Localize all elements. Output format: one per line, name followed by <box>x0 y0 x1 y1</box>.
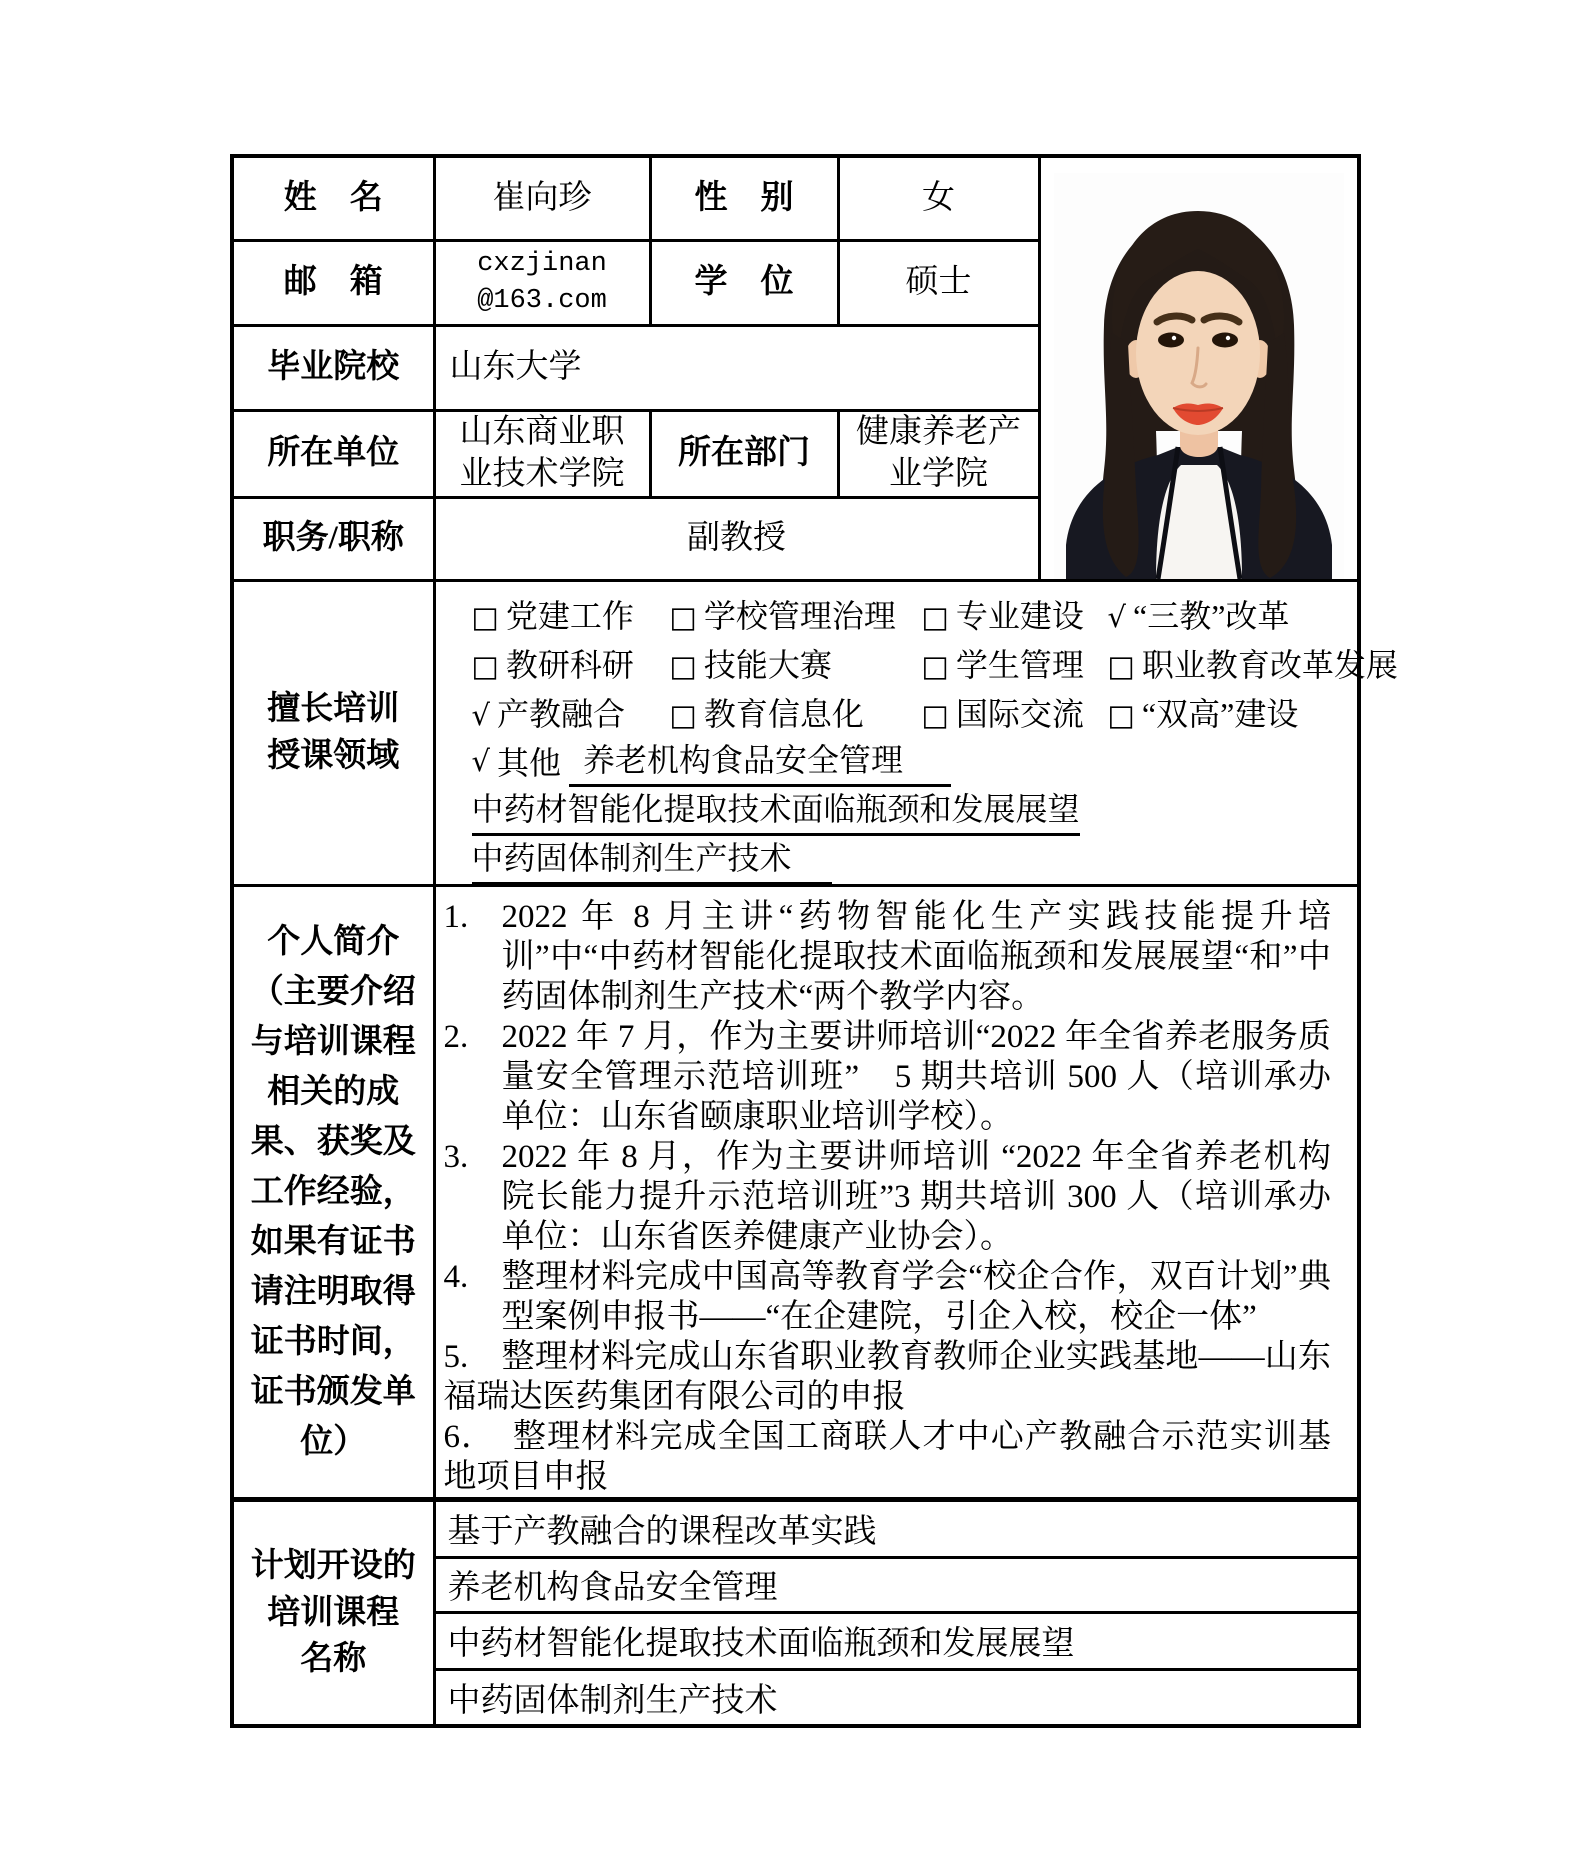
item-text: 2022 年 8 月，作为主要讲师培训 “2022 年全省养老机构院长能力提升示范培训班”3 期共培训 300 人（培训承办单位：山东省医养健康产业协会）。 <box>501 1138 1331 1255</box>
other-value-underlined: 养老机构食品安全管理 <box>569 735 951 787</box>
course-name: 养老机构食品安全管理 <box>434 1557 1359 1612</box>
check-mark-icon: √ <box>471 698 490 732</box>
check-mark-icon: √ <box>471 744 490 778</box>
photo-cell <box>1039 156 1359 580</box>
option-label: 技能大赛 <box>703 647 832 683</box>
list-item <box>444 1257 1332 1337</box>
course-name: 中药材智能化提取技术面临瓶颈和发展展望 <box>434 1612 1359 1669</box>
checkbox-icon: □ <box>471 600 499 634</box>
expertise-row <box>471 639 1398 688</box>
checkbox-option <box>1108 591 1352 637</box>
checkbox-option <box>922 689 1108 735</box>
list-item: 6． 整理材料完成全国工商联人才中心产教融合示范实训基地项目申报 <box>443 1418 1331 1495</box>
profile-label: 个人简介 （主要介绍 与培训课程 相关的成 果、获奖及 工作经验， 如果有证书 请注明取得 证书时间， 证书颁发单 位） <box>232 885 434 1499</box>
course-name: 基于产教融合的课程改革实践 <box>434 1499 1359 1557</box>
department-label: 所在部门 <box>650 410 838 497</box>
course-name: 中药固体制剂生产技术 <box>434 1669 1359 1726</box>
checkbox-option <box>670 689 922 735</box>
checkbox-option <box>670 591 922 637</box>
item-number: 4. <box>443 1258 469 1295</box>
option-label: 职业教育改革发展 <box>1141 647 1398 683</box>
portrait-photo <box>1054 173 1344 579</box>
checkbox-icon: □ <box>669 600 697 634</box>
option-label: 教育信息化 <box>703 696 864 732</box>
checkbox-option <box>670 640 922 686</box>
checkbox-icon: □ <box>921 649 949 683</box>
row-expertise <box>232 580 1359 885</box>
title-label: 职务/职称 <box>232 497 434 580</box>
title-value: 副教授 <box>434 497 1039 580</box>
row-course <box>232 1499 1359 1557</box>
checkbox-icon: □ <box>921 698 949 732</box>
degree-value: 硕士 <box>838 240 1039 325</box>
list-item: 5. 整理材料完成山东省职业教育教师企业实践基地——山东福瑞达医药集团有限公司的申报 <box>443 1338 1331 1415</box>
gender-label: 性 别 <box>650 156 838 240</box>
extra-topic-underlined: 中药材智能化提取技术面临瓶颈和发展展望 <box>472 784 1080 836</box>
option-label: 党建工作 <box>505 598 634 634</box>
option-label: 教研科研 <box>505 647 634 683</box>
expertise-label: 擅长培训 授课领域 <box>232 580 434 885</box>
extra-topic-underlined: 中药固体制剂生产技术 <box>472 833 832 885</box>
option-label: 专业建设 <box>955 598 1084 634</box>
checkbox-icon: □ <box>921 600 949 634</box>
expertise-content <box>434 580 1398 885</box>
school-label: 毕业院校 <box>232 325 434 410</box>
other-label: 其他 <box>496 745 561 781</box>
checkbox-option <box>922 591 1108 637</box>
school-value: 山东大学 <box>434 325 1039 410</box>
item-text: 2022 年 7 月，作为主要讲师培训“2022 年全省养老服务质量安全管理示范培训班” 5 期共培训 500 人（培训承办单位：山东省颐康职业培训学校）。 <box>501 1018 1331 1135</box>
option-label: “双高”建设 <box>1141 696 1299 732</box>
item-text: 整理材料完成中国高等教育学会“校企合作，双百计划”典型案例申报书——“在企建院，引企入校，校企一体” <box>501 1258 1331 1335</box>
checkbox-option <box>1108 689 1352 735</box>
gender-value: 女 <box>838 156 1039 240</box>
checkbox-option <box>472 640 670 686</box>
department-value: 健康养老产 业学院 <box>838 410 1039 497</box>
item-number: 1. <box>443 898 469 935</box>
checkbox-option <box>472 689 670 735</box>
list-item <box>444 1017 1332 1137</box>
expertise-row <box>472 590 1352 639</box>
checkbox-option <box>922 640 1108 686</box>
profile-content <box>434 885 1359 1499</box>
checkbox-icon: □ <box>1107 649 1135 683</box>
employer-label: 所在单位 <box>232 410 434 497</box>
checkbox-option <box>472 591 670 637</box>
item-text: 2022 年 8 月主讲“药物智能化生产实践技能提升培训”中“中药材智能化提取技术面临瓶颈和发展展望“和”中药固体制剂生产技术“两个教学内容。 <box>501 898 1331 1015</box>
item-number: 2. <box>443 1018 469 1055</box>
email-value: cxzjinan @163.com <box>434 240 650 325</box>
checkbox-option <box>1108 640 1398 686</box>
name-value: 崔向珍 <box>434 156 650 240</box>
list-item <box>444 897 1332 1017</box>
employer-value: 山东商业职 业技术学院 <box>434 410 650 497</box>
checkbox-icon: □ <box>471 649 499 683</box>
option-label: 产教融合 <box>496 696 625 732</box>
checkbox-icon: □ <box>669 698 697 732</box>
option-label: 国际交流 <box>955 696 1084 732</box>
option-label: 学生管理 <box>955 647 1084 683</box>
option-label: “三教”改革 <box>1132 598 1290 634</box>
expertise-row <box>472 688 1352 737</box>
trainer-profile-form <box>230 154 1398 1728</box>
other-option <box>472 737 1352 786</box>
name-label: 姓 名 <box>232 156 434 240</box>
checkbox-icon: □ <box>669 649 697 683</box>
item-number: 3. <box>443 1138 469 1175</box>
courses-label: 计划开设的 培训课程 名称 <box>232 1499 434 1726</box>
check-mark-icon: √ <box>1107 600 1126 634</box>
list-item <box>444 1137 1332 1257</box>
degree-label: 学 位 <box>650 240 838 325</box>
row-profile <box>232 885 1359 1499</box>
expertise-extra-line <box>472 786 1352 835</box>
expertise-extra-line <box>472 835 1352 884</box>
option-label: 学校管理治理 <box>703 598 896 634</box>
checkbox-icon: □ <box>1107 698 1135 732</box>
row-name-gender <box>232 156 1359 240</box>
email-label: 邮 箱 <box>232 240 434 325</box>
